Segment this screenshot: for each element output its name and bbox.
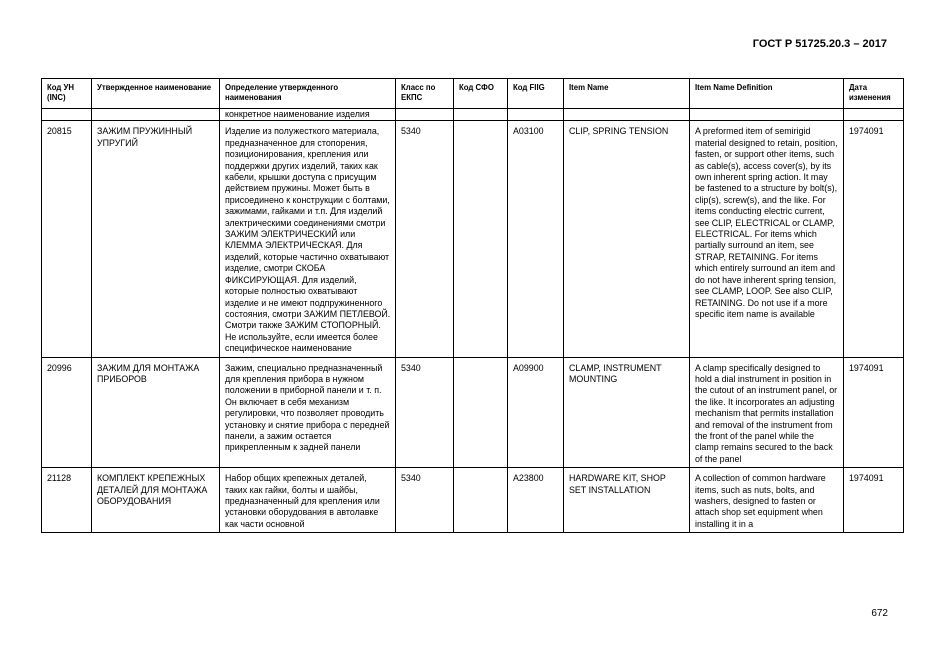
table-cell [396,109,454,121]
cell-ekps-class: 5340 [396,468,454,533]
cell-change-date: 1974091 [844,357,904,468]
cell-item-name-definition: A preformed item of semirigid material designed to retain, position, fasten, or support other items, such as cable(s), access cover(s), by its own inherent spring action. It may be fastened to a structure by bolt(s), clip(s), screw(s), and the like. For items conducting electric current, see CLIP, ELECTRICAL or CLAMP, ELECTRICAL. For items which partially surround an item, see STRAP, RETAINING. For items which entirely surround an item and do not have inherent spring tension, see CLAMP, LOOP. See also CLIP, RETAINING. Do not use if a more specific item name is available [690,121,844,357]
col-header-change-date: Дата изменения [844,79,904,109]
cell-sfo-code [454,468,508,533]
cell-approved-name: ЗАЖИМ ПРУЖИННЫЙ УПРУГИЙ [92,121,220,357]
page-number: 672 [871,608,888,619]
cell-ekps-class: 5340 [396,357,454,468]
col-header-definition: Определение утвержденного наименования [220,79,396,109]
cell-item-name: CLIP, SPRING TENSION [564,121,690,357]
cell-fiig-code: A09900 [508,357,564,468]
cell-item-name-definition: A clamp specifically designed to hold a dial instrument in position in the cutout of an instrument panel, or the like. It incorporates an adjusting mechanism that permits installation and removal of the instrument from the front of the panel while the clamp remains secured to the back of the panel [690,357,844,468]
cell-approved-name: КОМПЛЕКТ КРЕПЕЖНЫХ ДЕТАЛЕЙ ДЛЯ МОНТАЖА ОБОРУДОВАНИЯ [92,468,220,533]
cell-item-name-definition: A collection of common hardware items, such as nuts, bolts, and washers, designed to fasten or attach shop set equipment when installing it in a [690,468,844,533]
cell-definition: Зажим, специально предназначенный для крепления прибора в нужном положении в приборной панели и т. п. Он включает в себя механизм регулировки, что позволяет проводить установку и снятие прибора с передней панели, а зажим остается прикрепленным к задней панели [220,357,396,468]
cell-item-name: HARDWARE KIT, SHOP SET INSTALLATION [564,468,690,533]
cell-ekps-class: 5340 [396,121,454,357]
table-row [42,357,904,468]
table-cell [564,109,690,121]
cell-item-name: CLAMP, INSTRUMENT MOUNTING [564,357,690,468]
cell-change-date: 1974091 [844,468,904,533]
cell-fiig-code: A03100 [508,121,564,357]
item-names-table [41,78,904,533]
table-cell [844,109,904,121]
cell-definition: Набор общих крепежных деталей, таких как гайки, болты и шайбы, предназначенный для крепления или установки оборудования в автолавке как части основной [220,468,396,533]
cell-sfo-code [454,357,508,468]
cell-approved-name: ЗАЖИМ ДЛЯ МОНТАЖА ПРИБОРОВ [92,357,220,468]
table-cell [508,109,564,121]
table-cell [454,109,508,121]
col-header-ekps-class: Класс по ЕКПС [396,79,454,109]
col-header-sfo-code: Код СФО [454,79,508,109]
continuation-row [42,109,904,121]
cell-inc: 20996 [42,357,92,468]
cell-inc: 20815 [42,121,92,357]
table-cell [92,109,220,121]
table-cell [42,109,92,121]
col-header-item-name-definition: Item Name Definition [690,79,844,109]
cell-inc: 21128 [42,468,92,533]
cell-fiig-code: A23800 [508,468,564,533]
col-header-fiig-code: Код FIIG [508,79,564,109]
col-header-inc: Код УН (INC) [42,79,92,109]
table-header-row [42,79,904,109]
cell-sfo-code [454,121,508,357]
cell-change-date: 1974091 [844,121,904,357]
table-cell [690,109,844,121]
document-standard-title: ГОСТ Р 51725.20.3 – 2017 [752,38,887,50]
col-header-item-name: Item Name [564,79,690,109]
table-row [42,468,904,533]
col-header-approved-name: Утвержденное наименование [92,79,220,109]
continuation-text: конкретное наименование изделия [220,109,396,121]
table-row [42,121,904,357]
cell-definition: Изделие из полужесткого материала, предназначенное для стопорения, позиционирования, крепления или поддержки других изделий, таких как кабели, крышки доступа с присущим действием пружины. Может быть в присоединено к конструкции с болтами, зажимами, гайками и т.п. Для изделий электрическими соединениями смотри ЗАЖИМ ЭЛЕКТРИЧЕСКИЙ или КЛЕММА ЭЛЕКТРИЧЕСКАЯ. Для изделий, которые частично охватывают изделие, смотри СКОБА ФИКСИРУЮЩАЯ. Для изделий, которые полностью охватывают изделие и не имеют подпружиненного состояния, смотри ЗАЖИМ ПЕТЛЕВОЙ. Смотри также ЗАЖИМ СТОПОРНЫЙ. Не используйте, если имеется более специфическое наименование [220,121,396,357]
